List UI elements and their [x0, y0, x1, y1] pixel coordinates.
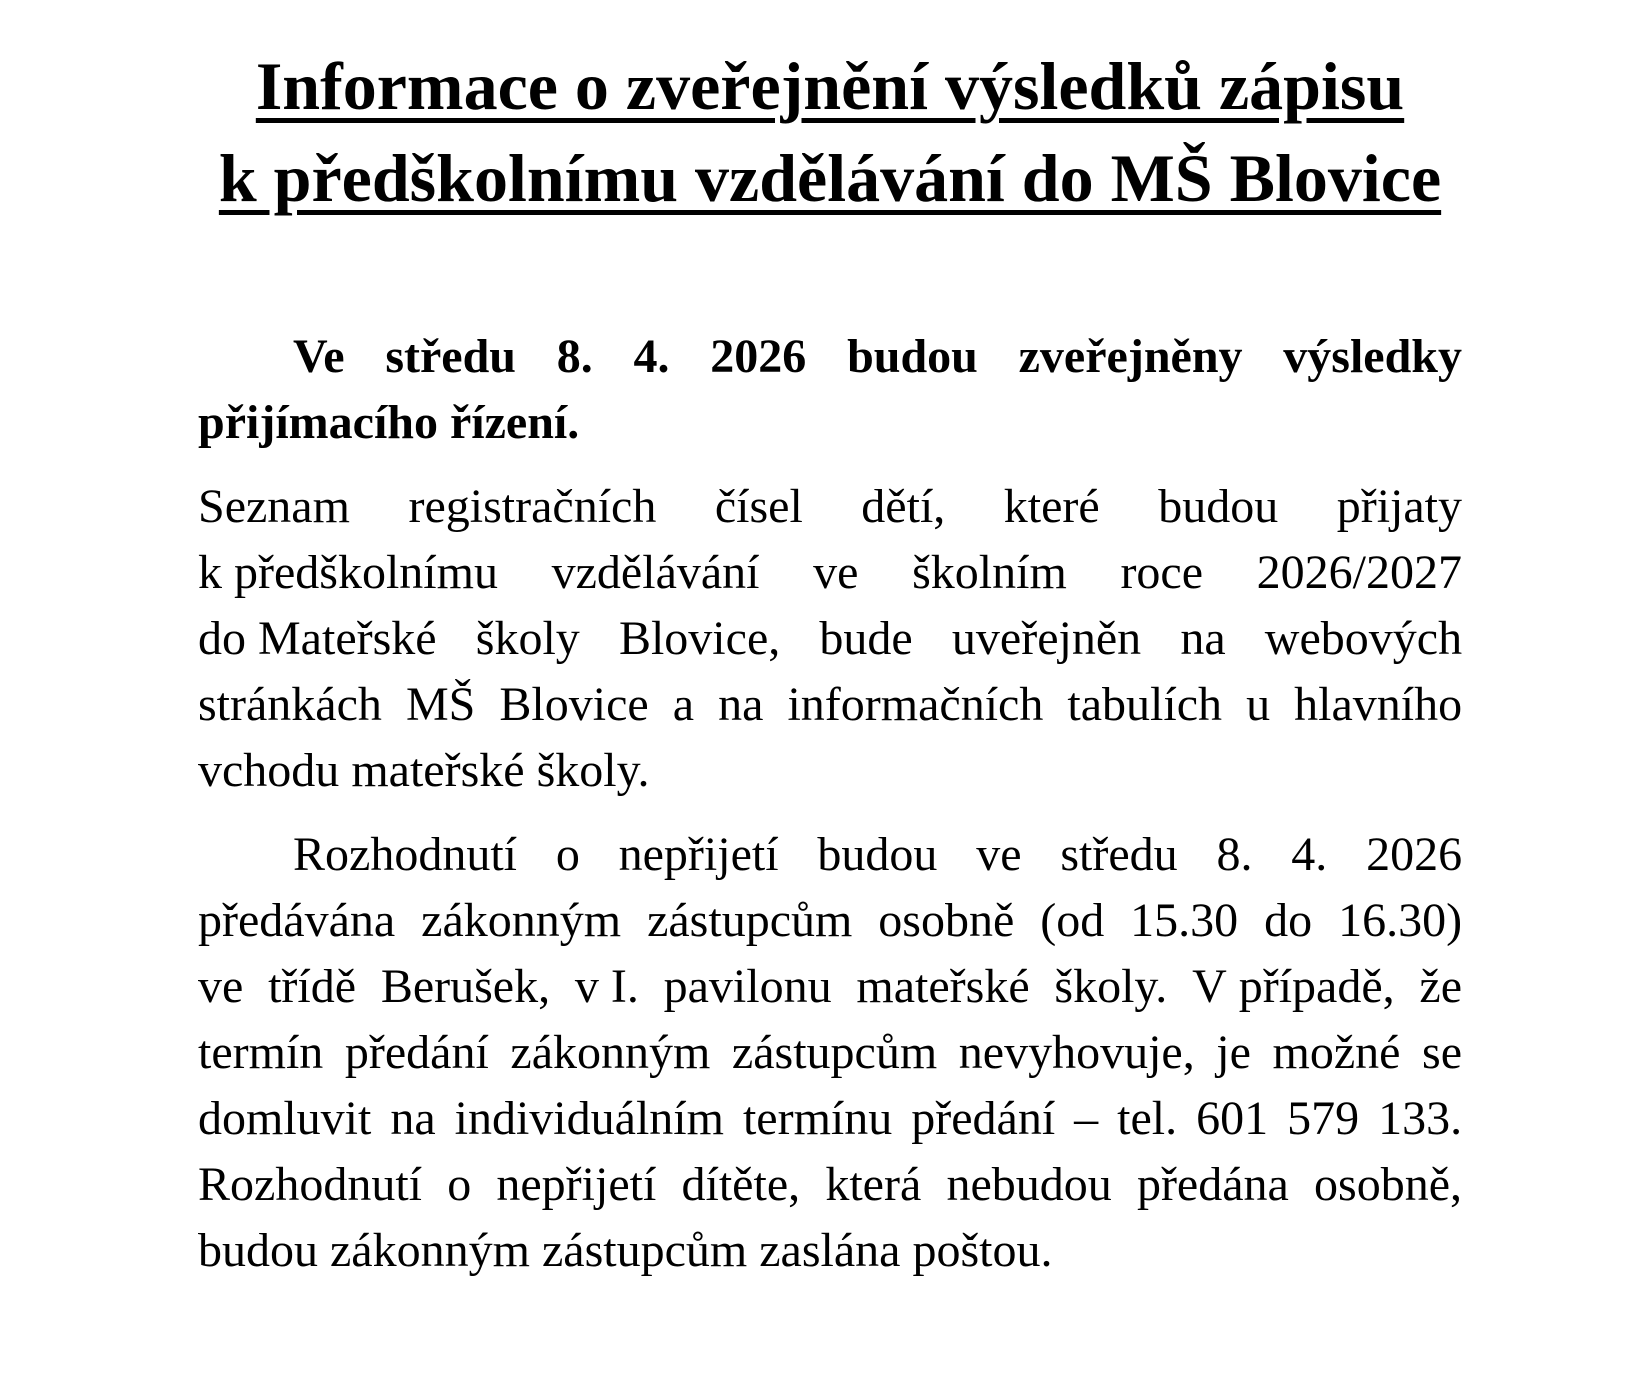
text-line: budou zákonným zástupcům zaslána poštou. [198, 1224, 1053, 1277]
text-line: stránkách MŠ Blovice a na informačních tabulích u hlavního [198, 678, 1463, 731]
text-line: vchodu mateřské školy. [198, 744, 650, 797]
text-line: Rozhodnutí o nepřijetí budou ve středu 8. 4. 2026 [293, 828, 1463, 881]
paragraph [198, 324, 1462, 456]
title-text: Informace o zveřejnění výsledků zápisu [255, 48, 1405, 124]
document-body [198, 324, 1462, 1284]
title-line-2 [198, 132, 1462, 224]
no-break-text: do Mateřské [198, 612, 437, 665]
document-title [198, 40, 1462, 224]
no-break-text: v I. [574, 960, 639, 1013]
title-line-1 [198, 40, 1462, 132]
paragraph [198, 822, 1462, 1284]
text-line: předávána zákonným zástupcům osobně (od 15.30 do 16.30) [198, 894, 1463, 947]
no-break-text: k předškolnímu [198, 546, 498, 599]
no-break-text: V případě, [1192, 960, 1395, 1013]
text-line: do Mateřské školy Blovice, bude uveřejněn na webových [198, 606, 1462, 672]
text-line: ve třídě Berušek, v I. pavilonu mateřské školy. V případě, že [198, 954, 1462, 1020]
text-line: k předškolnímu vzdělávání ve školním roce 2026/2027 [198, 540, 1462, 606]
text-line: domluvit na individuálním termínu předání – tel. 601 579 133. [198, 1092, 1463, 1145]
text-line: přijímacího řízení. [198, 396, 580, 449]
text-line: Ve středu 8. 4. 2026 budou zveřejněny výsledky [293, 330, 1462, 383]
paragraph [198, 474, 1462, 804]
title-text: k předškolnímu vzdělávání do MŠ Blovice [218, 140, 1442, 216]
text-line: termín předání zákonným zástupcům nevyhovuje, je možné se [198, 1026, 1463, 1079]
text-line: Rozhodnutí o nepřijetí dítěte, která nebudou předána osobně, [198, 1158, 1463, 1211]
text-line: Seznam registračních čísel dětí, které budou přijaty [198, 480, 1463, 533]
